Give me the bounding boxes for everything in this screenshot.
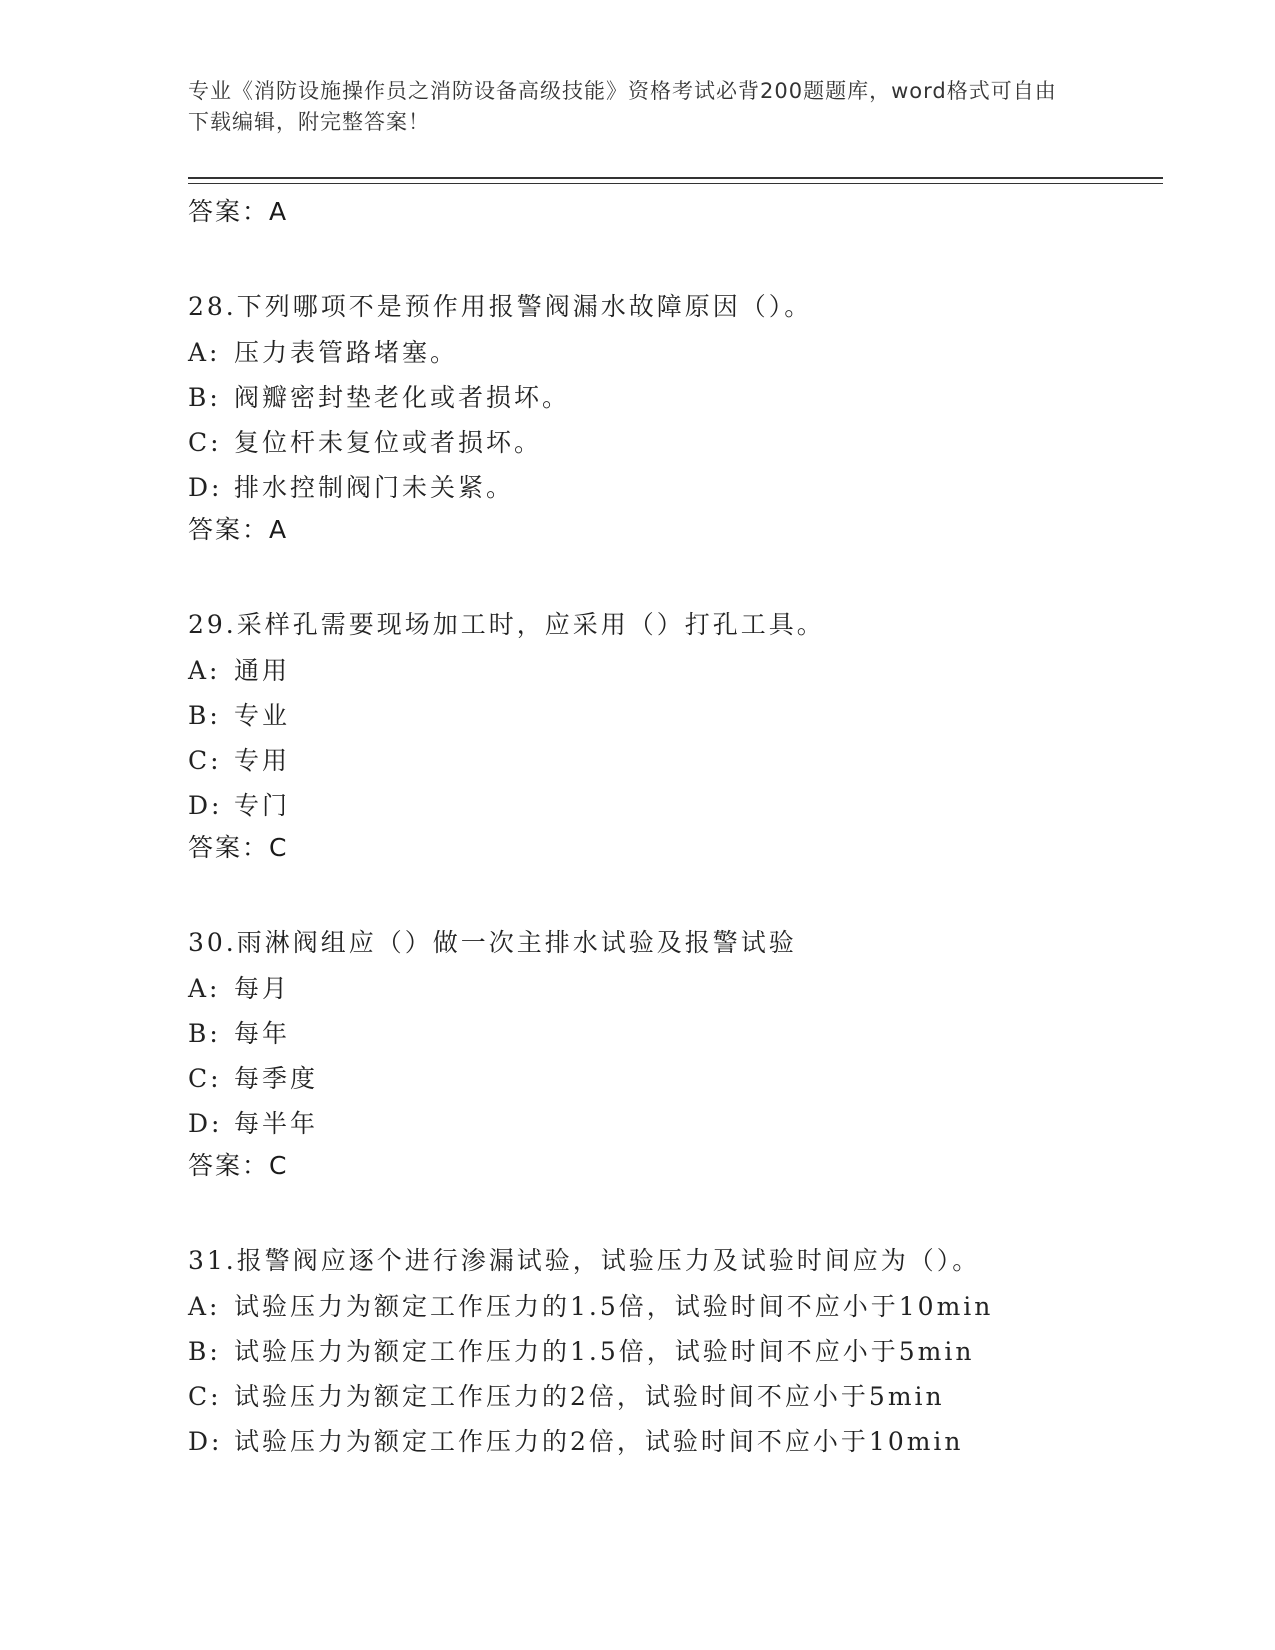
option-key: B: [188,701,221,730]
option-text: 试验压力为额定工作压力的2倍，试验时间不应小于5min [234,1382,945,1411]
option-key: C: [188,746,222,775]
question-block-29 [188,602,1163,868]
option-c [188,420,1163,465]
option-key: C: [188,1382,222,1411]
option-text: 试验压力为额定工作压力的2倍，试验时间不应小于10min [234,1427,964,1456]
option-text: 专用 [234,746,291,775]
option-text: 专门 [234,791,291,820]
option-key: A: [188,1292,221,1321]
option-text: 每月 [234,974,291,1003]
question-text: 28.下列哪项不是预作用报警阀漏水故障原因（）。 [188,292,813,321]
option-text: 每年 [234,1019,291,1048]
question-block-30 [188,920,1163,1186]
option-a [188,648,1163,693]
option-d [188,1101,1163,1146]
document-header: 专业《消防设施操作员之消防设备高级技能》资格考试必背200题题库，word格式可自由下载编辑，附完整答案！ [188,79,1057,134]
option-c [188,738,1163,783]
option-key: A: [188,338,221,367]
option-b [188,693,1163,738]
option-c [188,1374,1163,1419]
option-key: C: [188,428,222,457]
option-d [188,783,1163,828]
spacer [188,868,1163,920]
option-key: C: [188,1064,222,1093]
option-key: B: [188,383,221,412]
option-key: A: [188,974,221,1003]
option-text: 通用 [234,656,291,685]
option-a [188,1284,1163,1329]
option-a [188,330,1163,375]
answer-line: 答案：A [188,515,289,544]
option-text: 试验压力为额定工作压力的1.5倍，试验时间不应小于5min [234,1337,975,1366]
option-key: B: [188,1019,221,1048]
option-key: D: [188,473,223,502]
option-key: D: [188,1427,223,1456]
answer-line: 答案：C [188,833,289,862]
option-text: 专业 [234,701,291,730]
option-key: B: [188,1337,221,1366]
option-text: 每季度 [234,1064,319,1093]
question-text: 31.报警阀应逐个进行渗漏试验，试验压力及试验时间应为（）。 [188,1246,981,1275]
option-text: 复位杆未复位或者损坏。 [234,428,543,457]
option-key: D: [188,791,223,820]
previous-answer: 答案：A [188,197,289,226]
option-c [188,1056,1163,1101]
option-key: D: [188,1109,223,1138]
option-text: 排水控制阀门未关紧。 [234,473,515,502]
header-divider-thick [188,177,1163,179]
answer-line: 答案：C [188,1151,289,1180]
question-block-31 [188,1238,1163,1464]
header-divider-thin [188,183,1163,184]
question-text: 29.采样孔需要现场加工时，应采用（）打孔工具。 [188,610,825,639]
option-text: 阀瓣密封垫老化或者损坏。 [234,383,571,412]
question-block-28 [188,284,1163,550]
option-b [188,375,1163,420]
question-list [188,192,1163,1464]
spacer [188,232,1163,284]
spacer [188,1186,1163,1238]
option-text: 试验压力为额定工作压力的1.5倍，试验时间不应小于10min [234,1292,994,1321]
option-text: 每半年 [234,1109,319,1138]
option-text: 压力表管路堵塞。 [234,338,459,367]
option-b [188,1329,1163,1374]
option-d [188,1419,1163,1464]
option-a [188,966,1163,1011]
option-b [188,1011,1163,1056]
option-key: A: [188,656,221,685]
question-text: 30.雨淋阀组应（）做一次主排水试验及报警试验 [188,928,797,957]
option-d [188,465,1163,510]
spacer [188,550,1163,602]
